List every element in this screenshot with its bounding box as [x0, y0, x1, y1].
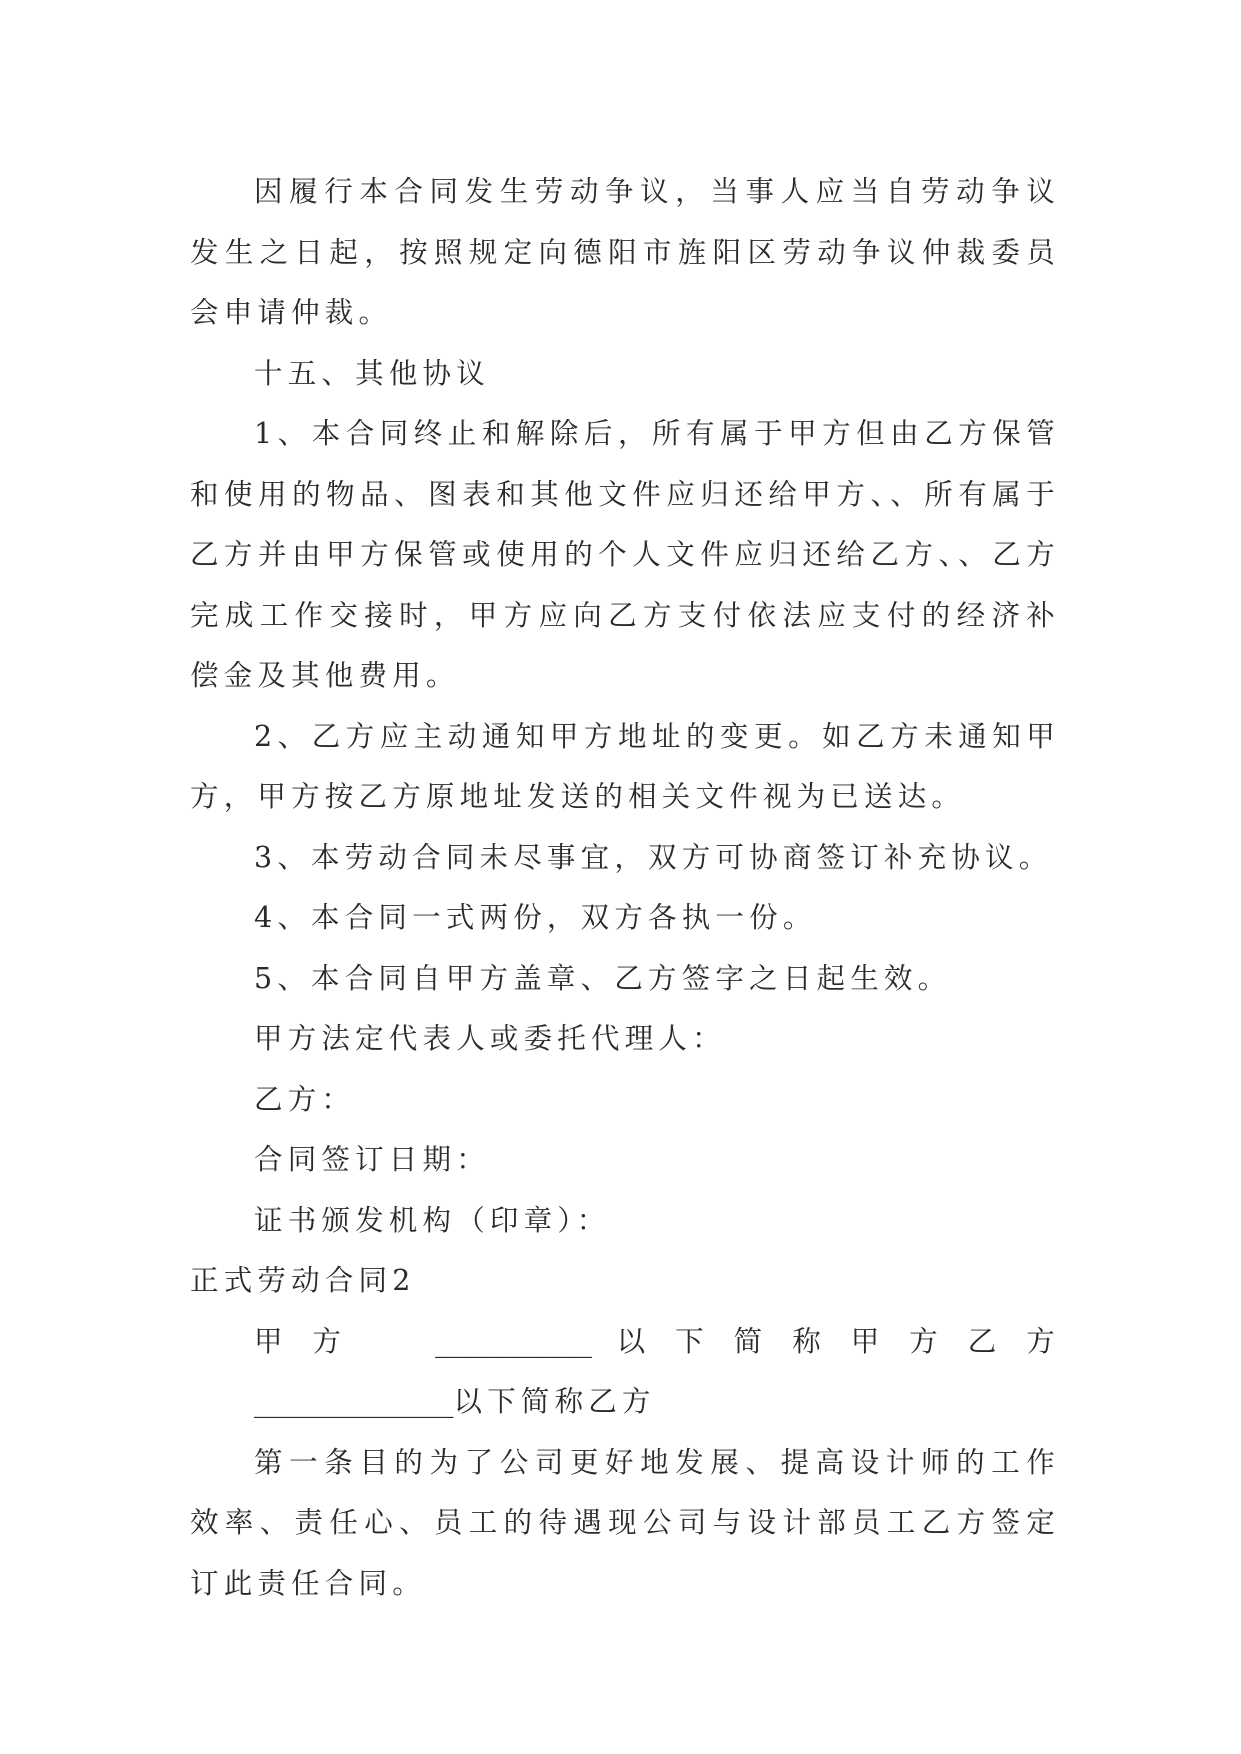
party-a-blank: ___________: [435, 1324, 592, 1358]
parties-end-text: 以下简称乙方: [453, 1385, 656, 1418]
clause-1-return-items: 1、本合同终止和解除后，所有属于甲方但由乙方保管和使用的物品、图表和其他文件应归还给甲方、、所有属于乙方并由甲方保管或使用的个人文件应归还给乙方、、乙方完成工作交接时，甲方应向乙方支付依法应支付的经济补偿金及其他费用。: [190, 417, 1060, 692]
clause-5-effective: 5、本合同自甲方盖章、乙方签字之日起生效。: [254, 961, 952, 995]
parties-middle-text: 以下简称甲方乙方: [591, 1324, 1061, 1358]
signature-party-a: 甲方法定代表人或委托代理人：: [254, 1022, 726, 1055]
article-one: 第一条目的为了公司更好地发展、提高设计师的工作效率、责任心、员工的待遇现公司与设计部员工乙方签定订此责任合同。: [190, 1445, 1060, 1600]
section-title: 正式劳动合同2: [190, 1264, 416, 1297]
clause-4-copies: 4、本合同一式两份，双方各执一份。: [254, 901, 817, 934]
document-body: [190, 162, 1060, 1614]
party-b-blank: ______________: [254, 1385, 454, 1418]
clause-2-address-change: 2、乙方应主动通知甲方地址的变更。如乙方未通知甲方，甲方按乙方原地址发送的相关文件视为已送达。: [190, 719, 1060, 813]
clause-3-supplement: 3、本劳动合同未尽事宜，双方可协商签订补充协议。: [254, 840, 1053, 874]
issuing-authority-seal: 证书颁发机构（印章）：: [254, 1203, 611, 1237]
signature-party-b: 乙方：: [254, 1082, 356, 1116]
signing-date: 合同签订日期：: [254, 1143, 490, 1176]
paragraph-dispute-arbitration: 因履行本合同发生劳动争议，当事人应当自劳动争议发生之日起，按照规定向德阳市旌阳区劳动争议仲裁委员会申请仲裁。: [190, 175, 1060, 329]
party-a-label: 甲方: [254, 1324, 372, 1358]
heading-other-agreements: 十五、其他协议: [254, 356, 490, 390]
parties-line: [190, 1312, 1060, 1433]
